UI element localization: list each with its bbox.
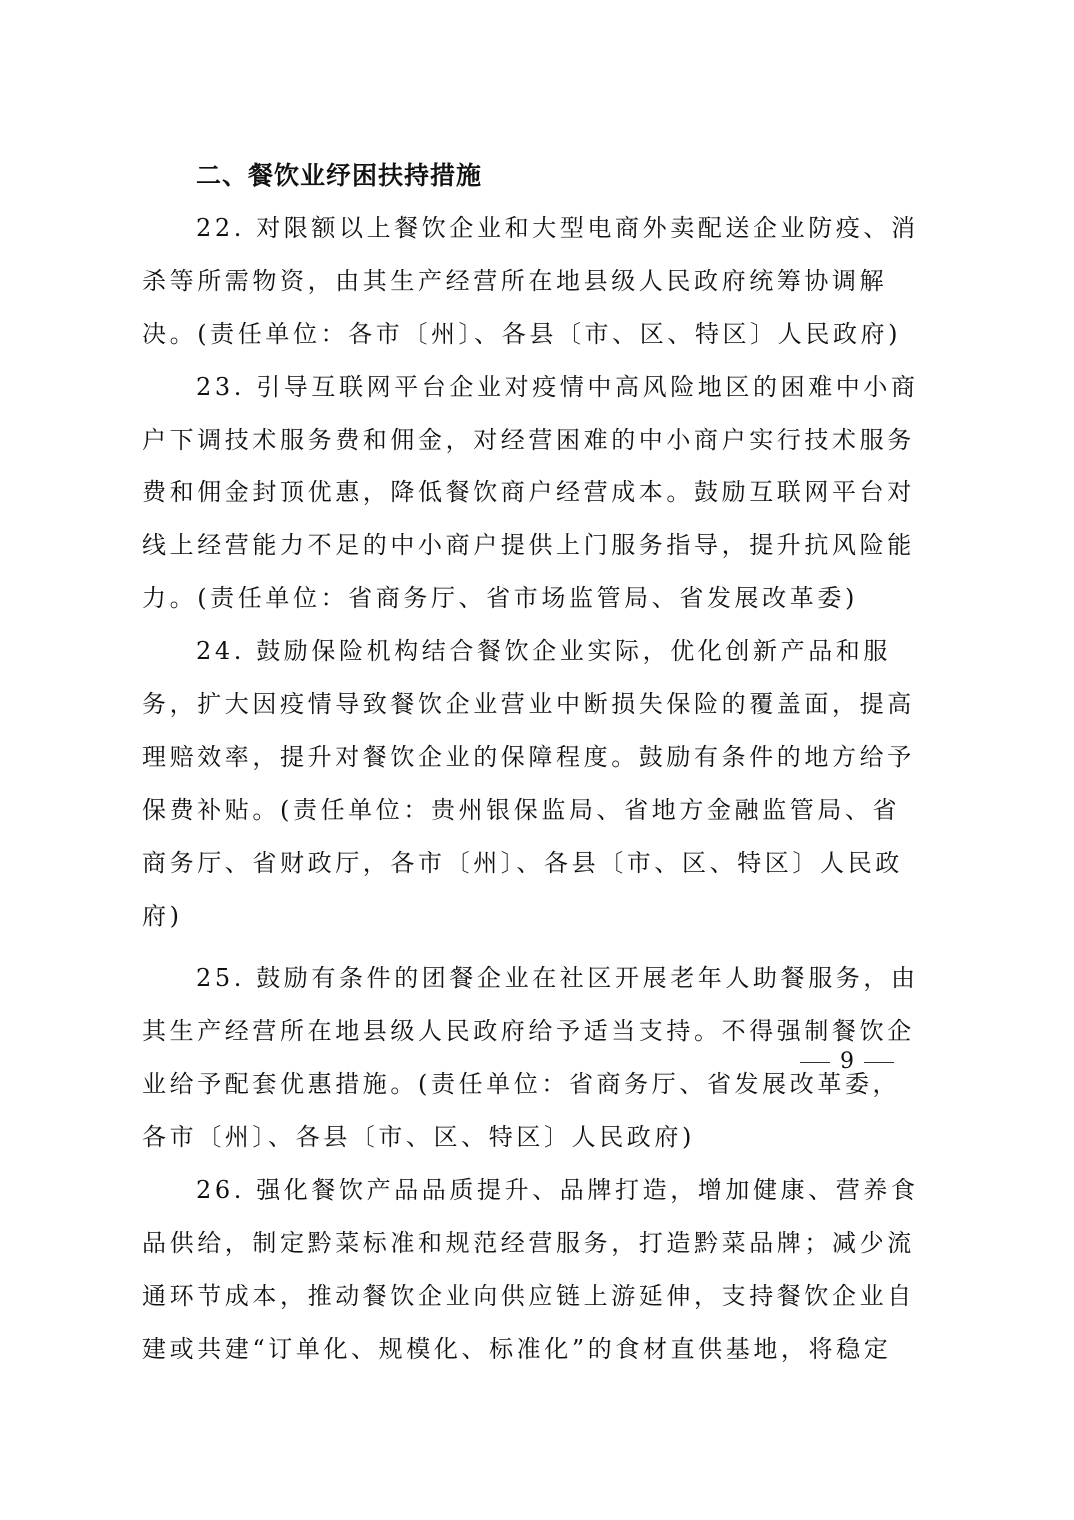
paragraph-gap xyxy=(142,942,937,952)
paragraph-line: 府) xyxy=(142,901,183,930)
paragraph-line: 务，扩大因疫情导致餐饮企业营业中断损失保险的覆盖面，提高 xyxy=(142,690,915,719)
paragraph-line: 22. 对限额以上餐饮企业和大型电商外卖配送企业防疫、消 xyxy=(196,214,919,242)
paragraph-line: 决。(责任单位：各市〔州〕、各县〔市、区、特区〕人民政府) xyxy=(142,319,902,348)
paragraph-line: 理赔效率，提升对餐饮企业的保障程度。鼓励有条件的地方给予 xyxy=(142,742,915,771)
paragraph-line: 26. 强化餐饮产品品质提升、品牌打造，增加健康、营养食 xyxy=(196,1176,919,1205)
paragraph-line: 各市〔州〕、各县〔市、区、特区〕人民政府) xyxy=(142,1123,695,1152)
paragraph-line: 23. 引导互联网平台企业对疫情中高风险地区的困难中小商 xyxy=(196,372,919,401)
paragraph-26 xyxy=(142,1164,937,1376)
paragraph-line: 费和佣金封顶优惠，降低餐饮商户经营成本。鼓励互联网平台对 xyxy=(142,478,915,507)
paragraph-line: 业给予配套优惠措施。(责任单位：省商务厅、省发展改革委， xyxy=(142,1070,901,1099)
paragraph-line: 25. 鼓励有条件的团餐企业在社区开展老年人助餐服务，由 xyxy=(196,964,919,993)
paragraph-line: 通环节成本，推动餐饮企业向供应链上游延伸，支持餐饮企业自 xyxy=(142,1281,915,1310)
paragraph-line: 商务厅、省财政厅，各市〔州〕、各县〔市、区、特区〕人民政 xyxy=(142,848,903,877)
paragraph-line: 其生产经营所在地县级人民政府给予适当支持。不得强制餐饮企 xyxy=(142,1017,915,1046)
document-body xyxy=(142,150,937,1376)
paragraph-line: 建或共建“订单化、规模化、标准化”的食材直供基地，将稳定 xyxy=(142,1334,892,1363)
page-footer xyxy=(800,1042,940,1082)
paragraph-line: 品供给，制定黔菜标准和规范经营服务，打造黔菜品牌；减少流 xyxy=(142,1228,915,1257)
paragraph-22 xyxy=(142,202,937,361)
footer-dash-right xyxy=(864,1062,894,1063)
paragraph-line: 力。(责任单位：省商务厅、省市场监管局、省发展改革委) xyxy=(142,584,858,613)
page-number: 9 xyxy=(840,1049,854,1074)
paragraph-line: 保费补贴。(责任单位：贵州银保监局、省地方金融监管局、省 xyxy=(142,795,901,824)
paragraph-23 xyxy=(142,361,937,625)
section-heading: 二、餐饮业纾困扶持措施 xyxy=(196,161,483,190)
paragraph-line: 线上经营能力不足的中小商户提供上门服务指导，提升抗风险能 xyxy=(142,531,915,560)
footer-dash-left xyxy=(800,1062,830,1063)
paragraph-line: 24. 鼓励保险机构结合餐饮企业实际，优化创新产品和服 xyxy=(196,637,891,666)
paragraph-24 xyxy=(142,625,937,942)
paragraph-line: 户下调技术服务费和佣金，对经营困难的中小商户实行技术服务 xyxy=(142,425,915,454)
paragraph-line: 杀等所需物资，由其生产经营所在地县级人民政府统筹协调解 xyxy=(142,266,888,295)
